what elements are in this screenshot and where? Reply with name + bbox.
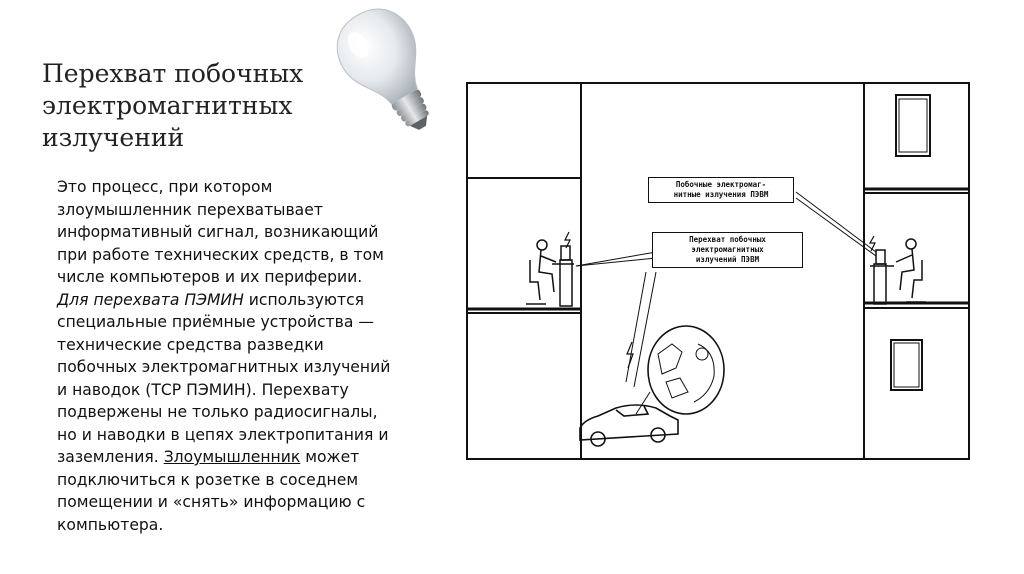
body-fragment: используются [243, 290, 365, 309]
body-line: Это процесс, при котором [57, 178, 273, 196]
body-line: но и наводки в цепях электропитания и [57, 425, 389, 444]
car [580, 342, 678, 446]
body-line: специальные приёмные устройства — [57, 313, 374, 331]
window [891, 340, 922, 390]
body-line: технические средства разведки [57, 335, 324, 354]
italic-phrase: Для перехвата ПЭМИН [57, 290, 244, 309]
body-fragment: может [300, 448, 360, 466]
body-line: и наводок (ТСР ПЭМИН). Перехвату [57, 380, 349, 399]
light-bulb-icon [332, 0, 452, 150]
body-line: злоумышленник перехватывает [57, 200, 323, 219]
body-fragment: заземления. [57, 448, 164, 466]
window [894, 343, 919, 387]
window [896, 95, 930, 156]
label-line: нитные излучения ПЭВМ [673, 190, 769, 199]
body-line: информативный сигнал, возникающий [57, 223, 379, 241]
label-side-emissions [648, 177, 794, 203]
body-line [57, 289, 402, 312]
label-interception [652, 232, 803, 268]
title-line-3: излучений [42, 123, 185, 152]
body-line: числе компьютеров и их периферии. [57, 268, 363, 286]
slide-body-text [57, 176, 402, 536]
underlined-link[interactable]: Злоумышленник [163, 448, 301, 466]
car-interior-inset [636, 326, 724, 414]
interception-diagram [466, 82, 970, 460]
label-line: излучений ПЭВМ [695, 255, 760, 264]
left-workstation [526, 232, 574, 306]
right-workstation [870, 236, 926, 304]
body-line: побочных электромагнитных излучений [57, 358, 391, 376]
body-line: подключиться к розетке в соседнем [57, 470, 359, 489]
label-line: Побочные электромаг- [675, 180, 767, 189]
body-line: при работе технических средств, в том [57, 245, 384, 264]
window [899, 99, 927, 152]
body-line: подвержены не только радиосигналы, [57, 403, 378, 421]
interception-rays [576, 192, 876, 387]
diagram-frame [467, 83, 969, 459]
body-line: помещении и «снять» информацию с [57, 493, 366, 511]
label-line: Перехват побочных [689, 235, 766, 244]
slide-title [42, 58, 342, 154]
body-line [57, 446, 402, 469]
title-line-2: электромагнитных [42, 91, 293, 120]
body-line: компьютера. [57, 515, 164, 534]
title-line-1: Перехват побочных [42, 59, 304, 88]
label-line: электромагнитных [691, 245, 764, 254]
